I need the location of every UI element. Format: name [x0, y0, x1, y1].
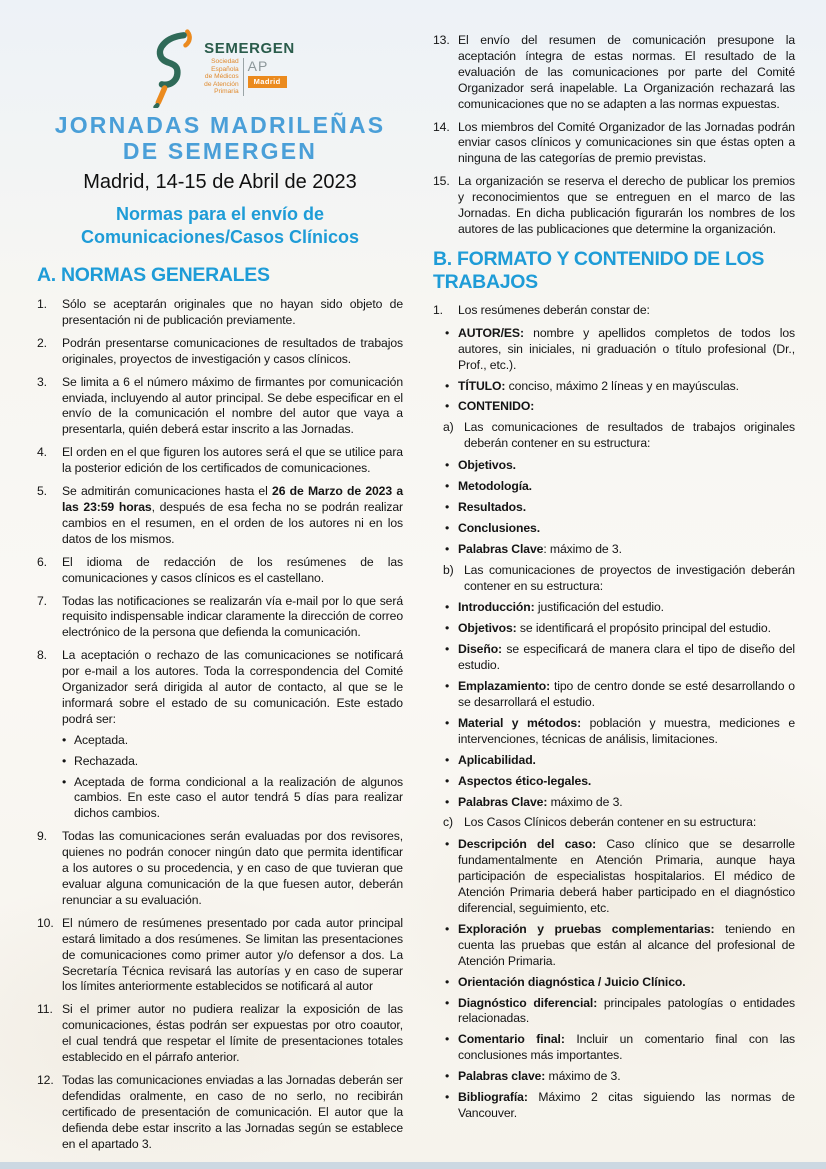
bold-text: Bibliografía:	[458, 1090, 528, 1105]
bottom-bar	[0, 1162, 826, 1169]
norm-item-number: 10.	[37, 915, 54, 930]
norm-item	[433, 174, 795, 238]
bullet-icon: •	[445, 600, 450, 615]
format-bullet-item	[445, 753, 795, 769]
norm-item-text	[62, 1073, 403, 1153]
formato-intro-item	[433, 303, 795, 319]
norm-item-number: 9.	[37, 829, 47, 844]
document-header	[37, 28, 403, 248]
bold-text: 26 de Marzo de 2023 a las 23:59 horas	[62, 484, 404, 514]
norm-item	[37, 1073, 403, 1153]
text-run: La aceptación o rechazo de las comunicaciones se notificará por e-mail a los autores. Toda la correspondencia del Comité Organizador será dirigida al autor de contacto, al que se le informará sobre el estado de su comunicación. Este estado podrá ser:	[62, 648, 403, 726]
text-run: El orden en el que figuren los autores será el que se utilice para la posterior edición de los certificados de comunicaciones.	[62, 445, 403, 476]
text-run: Si el primer autor no pudiera realizar la exposición de las comunicaciones, éstas podrán ser expuestas por otro coautor, el cual tendrá que respetar el límite de presentaciones totales establecido en el párrafo anterior.	[62, 1002, 403, 1065]
bullet-icon: •	[445, 773, 450, 788]
bold-text: CONTENIDO:	[458, 399, 535, 414]
norm-item	[37, 336, 403, 368]
bold-text: Metodología.	[458, 479, 532, 494]
bold-text: Material y métodos:	[458, 715, 582, 730]
bullet-icon: •	[445, 1069, 450, 1084]
logo-text-block	[204, 40, 295, 96]
norm-item-number: 6.	[37, 554, 47, 569]
text-run: : máximo de 3.	[543, 541, 622, 556]
norm-sub-bullet	[62, 754, 403, 770]
text-run: El número de resúmenes presentado por cada autor principal estará limitado a dos resúmenes. Se limitan las presentaciones de comunicaciones como primer autor y/o defensor a dos. La Secretaría Técnica revisará las autorías y en caso de superar los límites anteriormente establecidos se notificará al autor	[62, 915, 403, 994]
logo-ap-block	[244, 58, 287, 96]
bullet-icon: •	[445, 621, 450, 636]
text-run: El envío del resumen de comunicación presupone la aceptación íntegra de estas normas. El resultado de la evaluación de las comunicaciones por parte del Comité Organizador será inapelable. La Organización rechazará las comunicaciones que no se adapten a las normas expuestas.	[458, 33, 795, 111]
logo-tagline	[204, 58, 243, 96]
format-bullet-item	[445, 542, 795, 558]
norm-item	[37, 648, 403, 822]
format-bullet-item	[445, 479, 795, 495]
logo-region-badge: Madrid	[248, 76, 287, 88]
left-column	[37, 28, 403, 1160]
text-run: se especificará de manera clara el tipo de diseño del estudio.	[458, 642, 795, 673]
text-run: Todas las notificaciones se realizarán vía e-mail por lo que será requisito indispensable indicar claramente la dirección de correo electrónico de la persona que defienda la comunicación.	[62, 593, 403, 640]
norm-item	[37, 916, 403, 996]
norm-sub-bullet-text	[74, 775, 403, 823]
logo-tagline-line: de Atención	[204, 80, 239, 88]
norm-item	[37, 297, 403, 329]
text-run: , después de esa fecha no se podrán realizar cambios en el resumen, en el orden de los autores ni en los datos de los mismos.	[62, 499, 403, 546]
bold-text: Exploración y pruebas complementarias:	[458, 921, 715, 936]
norm-item-text	[62, 1002, 403, 1066]
formato-intro-text: Los resúmenes deberán constar de:	[458, 302, 650, 317]
text-run: Rechazada.	[74, 753, 139, 768]
format-letter-item	[443, 815, 795, 831]
norm-item-text	[458, 120, 795, 168]
bold-text: Orientación diagnóstica / Juicio Clínico.	[458, 974, 686, 989]
text-run: Las comunicaciones de resultados de trabajos originales deberán contener en su estructura:	[464, 420, 795, 451]
text-run: conciso, máximo 2 líneas y en mayúsculas.	[505, 378, 739, 393]
bullet-icon: •	[445, 479, 450, 494]
norms-left	[37, 297, 403, 1153]
bullet-icon: •	[62, 774, 67, 789]
format-bullet-text	[458, 458, 795, 474]
text-run: Los Casos Clínicos deberán contener en su estructura:	[464, 815, 757, 830]
format-bullet-text	[458, 621, 795, 637]
norm-item-number: 13.	[433, 33, 450, 47]
format-bullet-item	[445, 1069, 795, 1085]
format-bullet-item	[445, 458, 795, 474]
format-bullet-text	[458, 975, 795, 991]
norm-item-text	[62, 555, 403, 587]
document-subtitle	[37, 203, 403, 248]
text-run: principales patologías o entidades relacionadas.	[458, 995, 795, 1026]
bullet-icon: •	[445, 642, 450, 657]
text-run: justificación del estudio.	[534, 600, 664, 615]
format-bullet-text	[458, 1032, 795, 1064]
norm-item	[37, 484, 403, 548]
norm-sub-bullet-text	[74, 733, 403, 749]
norm-item-number: 3.	[37, 374, 47, 389]
text-run: se identificará el propósito principal del estudio.	[516, 621, 771, 636]
bold-text: Objetivos.	[458, 458, 516, 473]
format-bullet-text	[458, 379, 795, 395]
text-run: población y muestra, mediciones e intervenciones, técnicas de análisis, limitaciones.	[458, 715, 795, 746]
bullet-icon: •	[445, 974, 450, 989]
format-letter-marker: c)	[443, 815, 453, 830]
bold-text: Palabras Clave	[458, 541, 544, 556]
text-run: Todas las comunicaciones serán evaluadas por dos revisores, quienes no podrán conocer ningún dato que permita identificar a los autores o su procedencia, y en caso de que tuvieran que evaluar alguna comunicación de la que fuesen autor, deberán renunciar a su evaluación.	[62, 829, 403, 907]
format-bullet-item	[445, 600, 795, 616]
logo-subblock	[204, 58, 286, 96]
bullet-icon: •	[445, 378, 450, 393]
format-bullet-text	[458, 922, 795, 970]
bold-text: TÍTULO:	[458, 378, 506, 393]
norm-item	[433, 33, 795, 113]
bold-text: Descripción del caso:	[458, 837, 597, 852]
text-run: Podrán presentarse comunicaciones de resultados de trabajos originales, proyectos de investigación y casos clínicos.	[62, 335, 403, 366]
bullet-icon: •	[445, 399, 450, 414]
bullet-icon: •	[445, 499, 450, 514]
format-bullet-text	[458, 753, 795, 769]
format-letter-text	[464, 563, 795, 595]
format-bullet-item	[445, 399, 795, 415]
norm-item-number: 7.	[37, 593, 47, 608]
bullet-icon: •	[445, 541, 450, 556]
bullet-icon: •	[445, 679, 450, 694]
bullet-icon: •	[445, 520, 450, 535]
bold-text: Comentario final:	[458, 1032, 565, 1047]
norm-item-number: 11.	[37, 1002, 53, 1017]
format-bullet-item	[445, 621, 795, 637]
page-title	[37, 112, 403, 164]
bullet-icon: •	[445, 794, 450, 809]
logo-brand: SEMERGEN	[204, 40, 295, 58]
bold-text: Aspectos ético-legales.	[458, 773, 592, 788]
section-b-heading: B. FORMATO Y CONTENIDO DE LOS TRABAJOS	[433, 247, 765, 293]
format-bullet-item	[445, 521, 795, 537]
format-letter-text	[464, 420, 795, 452]
norm-item-text	[62, 594, 403, 642]
format-bullet-item	[445, 922, 795, 970]
bullet-icon: •	[62, 732, 67, 747]
bullet-icon: •	[62, 753, 67, 768]
norm-item-number: 4.	[37, 445, 47, 460]
format-bullet-text	[458, 1069, 795, 1085]
formato-intro-number: 1.	[433, 302, 443, 317]
format-bullet-text	[458, 399, 795, 415]
logo-ap: AP	[247, 58, 269, 75]
format-bullet-item	[445, 774, 795, 790]
bullet-icon: •	[445, 1032, 450, 1047]
format-bullet-text	[458, 1090, 795, 1122]
norm-item	[37, 555, 403, 587]
format-bullet-text	[458, 837, 795, 917]
norm-item-number: 5.	[37, 484, 47, 499]
bullet-icon: •	[445, 715, 450, 730]
text-run: La organización se reserva el derecho de publicar los premios y reconocimientos que se entreguen en el marco de las Jornadas. En dicha publicación figurarán los nombres de los autores de las publicaciones que determine la organización.	[458, 174, 795, 236]
format-bullet-item	[445, 326, 795, 374]
bold-text: Palabras Clave:	[458, 794, 548, 809]
norm-item	[433, 120, 795, 168]
format-letter-item	[443, 563, 795, 595]
text-run: Incluir un comentario final con las conclusiones más importantes.	[458, 1032, 795, 1063]
format-bullet-item	[445, 379, 795, 395]
norm-item	[37, 829, 403, 909]
bold-text: Introducción:	[458, 600, 535, 615]
bold-text: Emplazamiento:	[458, 679, 551, 694]
bullet-icon: •	[445, 995, 450, 1010]
norm-item-number: 15.	[433, 174, 450, 189]
bold-text: AUTOR/ES:	[458, 325, 524, 340]
text-run: Sólo se aceptarán originales que no hayan sido objeto de presentación ni de publicación previamente.	[62, 297, 403, 327]
format-bullet-item	[445, 500, 795, 516]
format-bullet-item	[445, 716, 795, 748]
logo-tagline-line: Sociedad	[211, 58, 239, 66]
norm-item-text	[62, 336, 403, 368]
text-run: Aceptada de forma condicional a la realización de algunos cambios. En este caso el autor tendrá 5 días para realizar dichos cambios.	[74, 774, 403, 821]
bold-text: Conclusiones.	[458, 520, 540, 535]
right-column	[433, 33, 795, 1127]
norm-item	[37, 375, 403, 439]
logo-tagline-line: Española	[211, 65, 239, 73]
logo-tagline-line: Primaria	[214, 88, 239, 96]
format-bullet-item	[445, 996, 795, 1028]
norm-item-number: 1.	[37, 297, 47, 311]
format-bullet-text	[458, 679, 795, 711]
bullet-icon: •	[445, 752, 450, 767]
format-bullet-item	[445, 1032, 795, 1064]
format-bullet-text	[458, 795, 795, 811]
norm-sub-bullet-text	[74, 754, 403, 770]
norm-item-text	[458, 33, 795, 113]
norm-item	[37, 1002, 403, 1066]
bullet-icon: •	[445, 1090, 450, 1105]
format-letter-marker: a)	[443, 420, 454, 435]
norm-item-text	[62, 829, 403, 909]
norm-item-number: 2.	[37, 335, 47, 350]
semergen-logo	[37, 28, 403, 108]
norm-item-text	[62, 375, 403, 439]
norm-item	[37, 445, 403, 477]
format-bullet-text	[458, 642, 795, 674]
format-bullet-item	[445, 642, 795, 674]
text-run: Máximo 2 citas siguiendo las normas de Vancouver.	[458, 1090, 795, 1120]
norm-item-text	[62, 484, 403, 548]
format-letter-marker: b)	[443, 562, 454, 577]
subtitle-line2: Comunicaciones/Casos Clínicos	[80, 226, 360, 247]
format-bullet-item	[445, 1090, 795, 1122]
format-bullet-text	[458, 326, 795, 374]
norm-item-number: 8.	[37, 648, 47, 663]
norm-sub-bullet	[62, 775, 403, 823]
format-letter-item	[443, 420, 795, 452]
norm-item-text	[62, 916, 403, 996]
text-run: El idioma de redacción de los resúmenes de las comunicaciones y casos clínicos es el castellano.	[62, 554, 403, 585]
page-title-line1: JORNADAS MADRILEÑAS	[54, 112, 386, 138]
text-run: Todas las comunicaciones enviadas a las Jornadas deberán ser defendidas oralmente, en caso de no serlo, no recibirán certificado de presentación de comunicación. El autor que la defienda debe estar inscrito a las Jornadas según se establece en el apartado 3.	[62, 1072, 403, 1151]
format-bullet-item	[445, 795, 795, 811]
bullet-icon: •	[445, 921, 450, 936]
norm-item-text	[62, 648, 403, 822]
text-run: máximo de 3.	[547, 794, 623, 809]
format-bullet-text	[458, 716, 795, 748]
text-run: máximo de 3.	[545, 1069, 621, 1084]
bold-text: Aplicabilidad.	[458, 752, 536, 767]
format-letter-text	[464, 815, 795, 831]
bullet-icon: •	[445, 837, 450, 852]
format-bullet-text	[458, 996, 795, 1028]
bullet-icon: •	[445, 458, 450, 473]
text-run: Se limita a 6 el número máximo de firmantes por comunicación enviada, incluyendo al autor principal. Se debe especificar en el envío de la comunicación el nombre del autor que vaya a presentarla, quién deberá estar inscrito a las Jornadas.	[62, 374, 403, 437]
norm-item-number: 12.	[37, 1072, 54, 1087]
text-run: Se admitirán comunicaciones hasta el	[62, 484, 273, 499]
format-bullet-item	[445, 975, 795, 991]
format-bullet-item	[445, 679, 795, 711]
page-title-line2: DE SEMERGEN	[122, 138, 318, 164]
norm-item	[37, 594, 403, 642]
subtitle-line1: Normas para el envío de	[115, 204, 325, 224]
bullet-icon: •	[445, 325, 450, 340]
text-run: nombre y apellidos completos de todos los autores, sin iniciales, ni graduación o título profesional (Dr., Prof., etc.).	[458, 325, 795, 372]
format-bullet-text	[458, 521, 795, 537]
format-bullet-text	[458, 774, 795, 790]
bold-text: Resultados.	[458, 499, 526, 514]
format-bullet-text	[458, 600, 795, 616]
bold-text: Diagnóstico diferencial:	[458, 995, 598, 1010]
norm-item-text	[458, 174, 795, 238]
text-run: Caso clínico que se desarrolle fundamentalmente en Atención Primaria, aunque haya participación de especialistas hospitalarios. El médico de Atención Primaria deberá haber participado en el diagnóstico diferencial, seguimiento, etc.	[458, 837, 795, 915]
format-bullet-item	[445, 837, 795, 917]
format-bullet-text	[458, 500, 795, 516]
norm-item-text	[62, 445, 403, 477]
norm-sub-bullet	[62, 733, 403, 749]
text-run: Aceptada.	[74, 732, 128, 747]
norm-item-text	[62, 297, 403, 329]
bold-text: Objetivos:	[458, 621, 517, 636]
semergen-s-icon	[145, 28, 197, 108]
norms-right	[433, 33, 795, 238]
formato-flow	[433, 326, 795, 1122]
bold-text: Palabras clave:	[458, 1069, 546, 1084]
norm-item-number: 14.	[433, 119, 450, 134]
section-a-heading: A. NORMAS GENERALES	[37, 264, 270, 286]
text-run: teniendo en cuenta las pruebas que están al alcance del profesional de Atención Primaria.	[458, 921, 795, 968]
bold-text: Diseño:	[458, 642, 502, 657]
text-run: tipo de centro donde se esté desarrollando o se desarrollará el estudio.	[458, 679, 795, 709]
logo-tagline-line: de Médicos	[204, 73, 239, 81]
format-bullet-text	[458, 479, 795, 495]
event-date: Madrid, 14-15 de Abril de 2023	[83, 171, 357, 193]
text-run: Los miembros del Comité Organizador de las Jornadas podrán enviar casos clínicos y comunicaciones sin que éstas opten a ninguna de las categorías de premio previstas.	[458, 119, 795, 166]
format-bullet-text	[458, 542, 795, 558]
text-run: Las comunicaciones de proyectos de investigación deberán contener en su estructura:	[464, 562, 795, 593]
